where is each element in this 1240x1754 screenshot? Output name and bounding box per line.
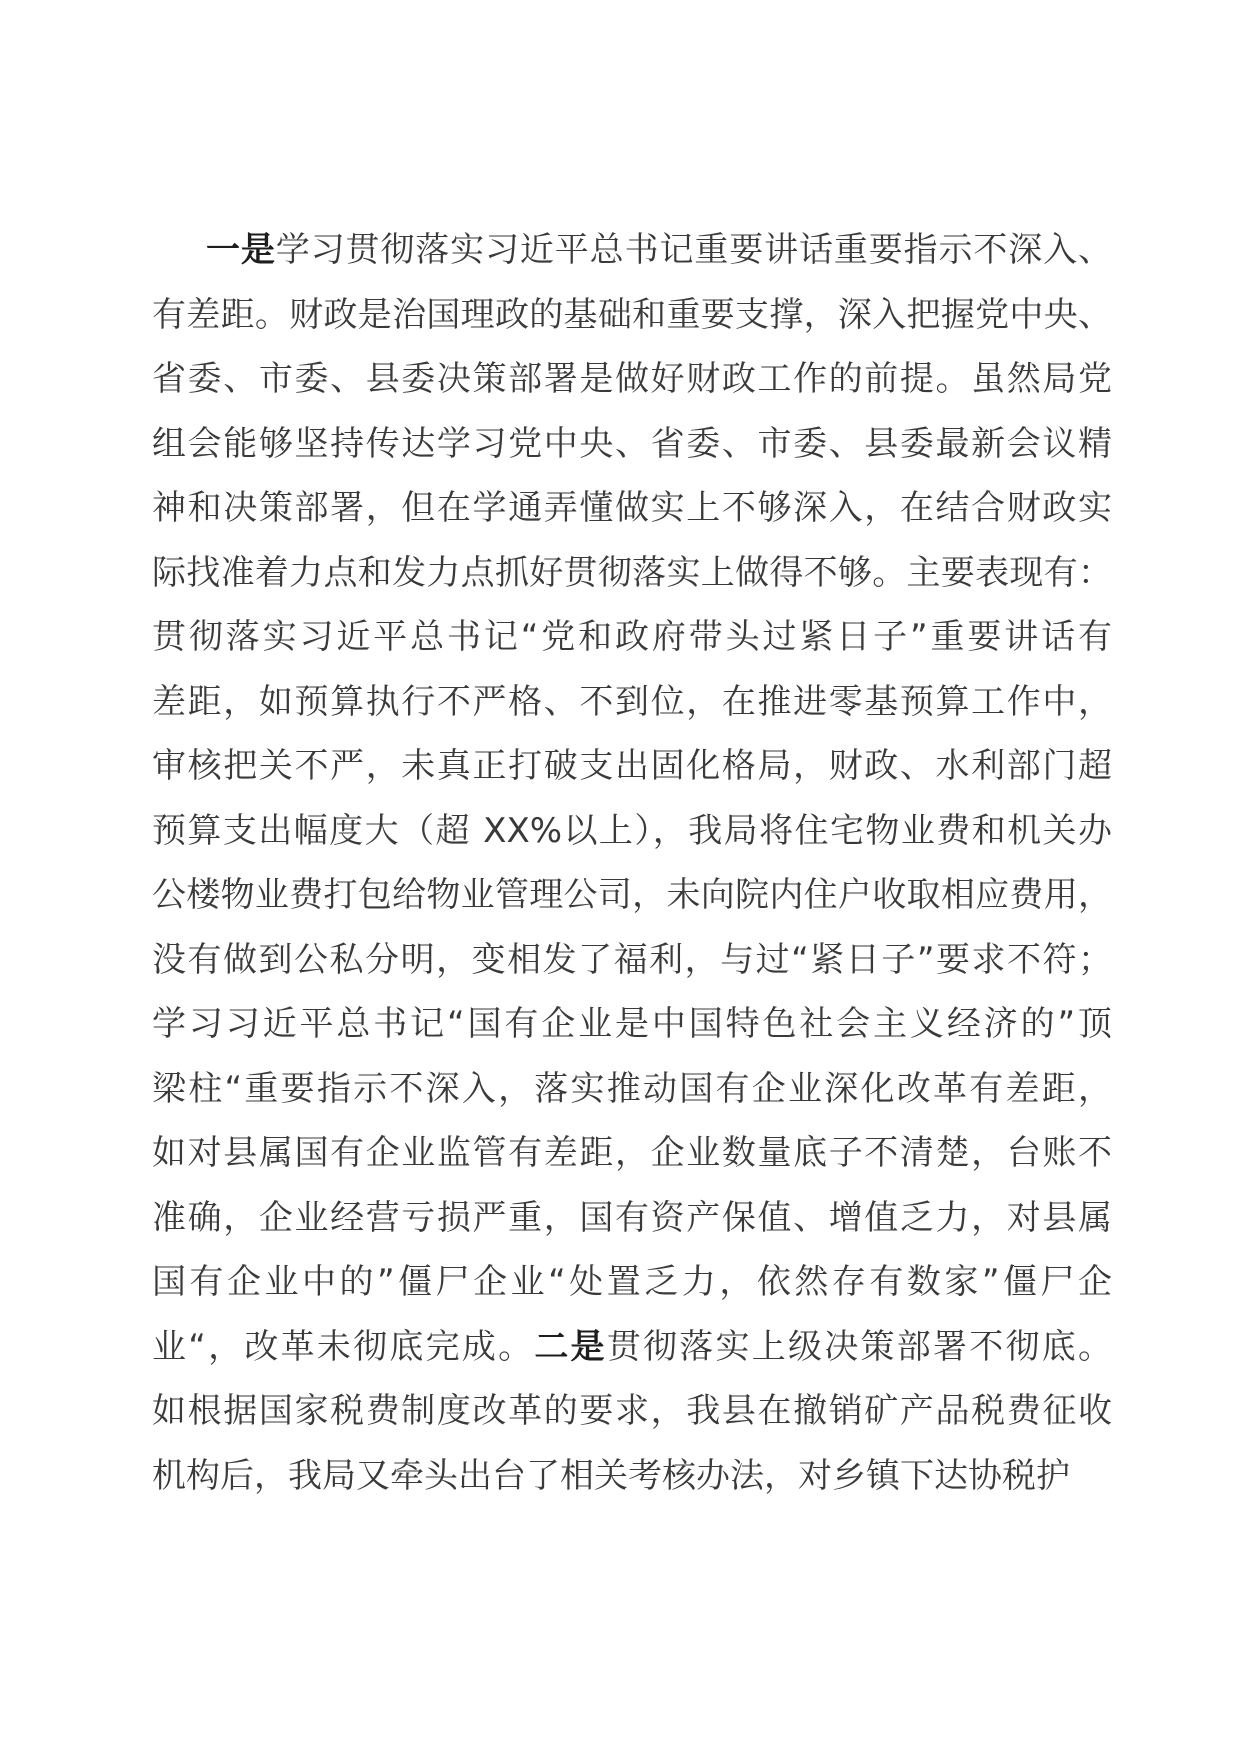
text-line [152,1379,1112,1444]
line-text: 业“，改革未彻底完成。 [152,1326,535,1367]
body-paragraph [152,218,1112,1508]
text-line [152,283,1112,348]
line-text: 准确，企业经营亏损严重，国有资产保值、增值乏力，对县属 [152,1197,1112,1238]
line-text: 差距，如预算执行不严格、不到位，在推进零基预算工作中， [152,681,1112,722]
text-line [152,1121,1112,1186]
line-text: 预算支出幅度大（超 XX%以上），我局将住宅物业费和机关办 [152,810,1112,851]
line-text: 有差距。财政是治国理政的基础和重要支撑，深入把握党中央、 [152,294,1112,335]
line-text: 如对县属国有企业监管有差距，企业数量底子不清楚，台账不 [152,1133,1112,1173]
text-line [152,992,1112,1057]
line-text: 梁柱“重要指示不深入，落实推动国有企业深化改革有差距， [152,1068,1112,1109]
point-two-label: 二是 [534,1326,607,1367]
text-line [152,476,1112,541]
text-line [152,734,1112,799]
text-line [152,1057,1112,1122]
line-text: 如根据国家税费制度改革的要求，我县在撤销矿产品税费征收 [152,1391,1112,1431]
text-line [152,799,1112,864]
text-line [152,218,1112,283]
line-text: 学习习近平总书记“国有企业是中国特色社会主义经济的”顶 [152,1004,1112,1044]
text-line [152,863,1112,928]
text-line [152,605,1112,670]
line-text: 公楼物业费打包给物业管理公司，未向院内住户收取相应费用， [152,875,1112,915]
text-line [152,412,1112,477]
text-line [152,928,1112,993]
line-text: 机构后，我局又牵头出台了相关考核办法，对乡镇下达协税护 [152,1455,1070,1496]
text-line [152,541,1112,606]
text-line [152,1186,1112,1251]
line-text: 没有做到公私分明，变相发了福利，与过“紧日子”要求不符； [152,939,1112,980]
line-text: 国有企业中的”僵尸企业“处置乏力，依然存有数家”僵尸企 [152,1262,1112,1302]
text-line [152,347,1112,412]
text-line [152,1444,1112,1509]
line-text: 组会能够坚持传达学习党中央、省委、市委、县委最新会议精 [152,423,1112,464]
text-line [152,670,1112,735]
line-text: 际找准着力点和发力点抓好贯彻落实上做得不够。主要表现有： [152,552,1112,593]
line-text: 贯彻落实上级决策部署不彻底。 [606,1326,1112,1367]
line-text: 贯彻落实习近平总书记“党和政府带头过紧日子”重要讲话有 [152,617,1112,657]
line-text: 神和决策部署，但在学通弄懂做实上不够深入，在结合财政实 [152,488,1112,528]
text-line [152,1315,1112,1380]
line-text: 审核把关不严，未真正打破支出固化格局，财政、水利部门超 [152,746,1112,786]
line-text: 省委、市委、县委决策部署是做好财政工作的前提。虽然局党 [152,359,1112,399]
line-text: 学习贯彻落实习近平总书记重要讲话重要指示不深入、 [275,230,1113,270]
point-one-label: 一是 [206,230,276,270]
text-line [152,1250,1112,1315]
